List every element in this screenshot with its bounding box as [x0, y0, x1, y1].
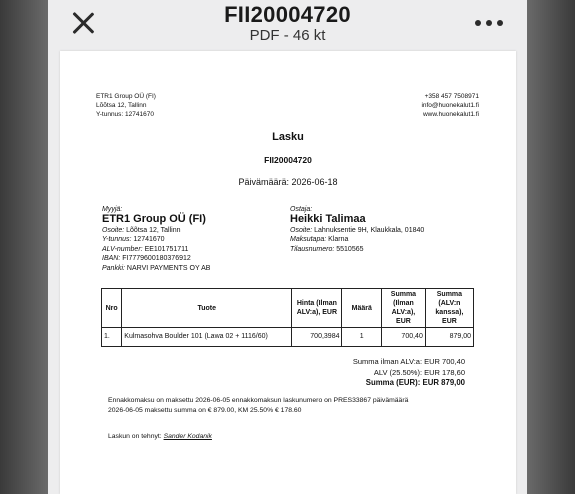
prepayment-note	[108, 396, 468, 416]
seller-header-block	[96, 92, 156, 119]
cell-summa-ilman: 700,40	[382, 328, 426, 347]
total-net: Summa ilman ALV:a: EUR 700,40	[352, 357, 465, 366]
col-summa-ilman: Summa (Ilman ALV:a), EUR	[382, 289, 426, 328]
maker-label: Laskun on tehnyt:	[108, 433, 162, 440]
items-table	[101, 288, 474, 347]
table-header-row	[102, 289, 474, 328]
seller-block	[102, 206, 210, 273]
col-nro: Nro	[102, 289, 122, 328]
seller-header-line: Y-tunnus: 12741670	[96, 111, 154, 118]
buyer-block	[290, 206, 424, 254]
cell-maara: 1	[342, 328, 382, 347]
invoice-date: Päivämäärä: 2026-06-18	[238, 177, 338, 187]
seller-alv: ALV-number: EE101751711	[102, 245, 189, 253]
seller-header-line: Lõõtsa 12, Tallinn	[96, 102, 147, 109]
contact-header-block	[421, 92, 479, 119]
buyer-name: Heikki Talimaa	[290, 213, 366, 225]
seller-ytunnus: Y-tunnus: 12741670	[102, 236, 165, 244]
note-line: 2026-06-05 maksettu summa on € 879.00, KM 25.50% € 178.60	[108, 407, 302, 414]
more-options-icon[interactable]	[475, 18, 503, 28]
buyer-payment: Maksutapa: Klarna	[290, 236, 349, 244]
seller-name: ETR1 Group OÜ (FI)	[102, 213, 206, 225]
contact-phone: +358 457 7508971	[424, 93, 479, 100]
seller-address: Osoite: Lõõtsa 12, Tallinn	[102, 227, 181, 234]
maker-name: Sander Kodanik	[163, 433, 212, 440]
total-gross: Summa (EUR): EUR 879,00	[365, 378, 465, 387]
totals-block	[353, 357, 465, 389]
pdf-page	[60, 51, 516, 494]
buyer-order: Tilausnumero: 5510565	[290, 245, 364, 253]
table-row	[102, 328, 474, 347]
invoice-number: FII20004720	[264, 155, 312, 165]
cell-nro: 1.	[102, 328, 122, 347]
col-maara: Määrä	[342, 289, 382, 328]
cell-summa-kanssa: 879,00	[425, 328, 473, 347]
seller-label: Myyjä:	[102, 206, 123, 213]
cell-tuote: Kulmasohva Boulder 101 (Lawa 02 + 1116/60)	[122, 328, 292, 347]
total-vat: ALV (25.50%): EUR 178,60	[373, 367, 465, 377]
document-subtitle: PDF - 46 kt	[249, 27, 326, 44]
buyer-address: Osoite: Lahnuksentie 9H, Klaukkala, 01840	[290, 227, 425, 234]
col-tuote: Tuote	[122, 289, 292, 328]
contact-email: info@huonekalut1.fi	[421, 102, 479, 109]
document-title: FII20004720	[224, 2, 351, 27]
invoice-maker	[108, 433, 212, 440]
left-edge-backdrop	[0, 0, 48, 494]
seller-header-line: ETR1 Group OÜ (FI)	[96, 93, 156, 100]
viewer-header	[48, 0, 527, 50]
col-summa-kanssa: Summa (ALV:n kanssa), EUR	[425, 289, 473, 328]
right-edge-backdrop	[527, 0, 575, 494]
col-hinta: Hinta (Ilman ALV:a), EUR	[292, 289, 342, 328]
cell-hinta: 700,3984	[292, 328, 342, 347]
seller-bank: Pankki: NARVI PAYMENTS OY AB	[102, 264, 211, 272]
seller-iban: IBAN: FI7779600180376912	[102, 255, 191, 263]
note-line: Ennakkomaksu on maksettu 2026-06-05 ennakkomaksun laskunumero on PRES33867 päivämäärä	[108, 397, 409, 404]
invoice-heading: Lasku	[272, 131, 304, 143]
buyer-label: Ostaja:	[290, 206, 313, 213]
contact-website: www.huonekalut1.fi	[422, 111, 479, 118]
